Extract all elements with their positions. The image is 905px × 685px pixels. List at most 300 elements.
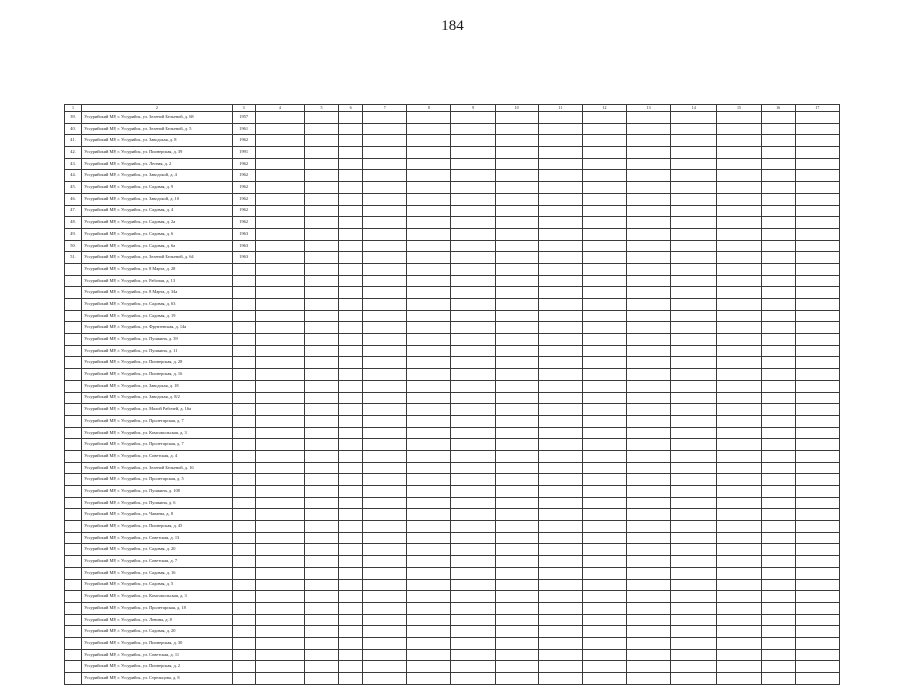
wall-material-cell <box>255 193 304 205</box>
address-cell: Уссурийский МР, г. Уссурийск, ул. Заводской, д. 10 <box>82 193 233 205</box>
period-cell-13 <box>627 486 671 498</box>
period-cell-17 <box>795 649 839 661</box>
row-number-cell <box>65 474 82 486</box>
row-number-cell: 45. <box>65 182 82 194</box>
period-cell-14 <box>671 415 717 427</box>
wall-material-cell <box>255 228 304 240</box>
period-cell-10 <box>495 404 538 416</box>
period-cell-15 <box>717 275 761 287</box>
period-cell-17 <box>795 450 839 462</box>
period-cell-7 <box>363 649 407 661</box>
wall-material-cell <box>255 345 304 357</box>
index-cell <box>339 521 363 533</box>
row-number-cell: 43. <box>65 158 82 170</box>
period-cell-15 <box>717 334 761 346</box>
period-cell-16 <box>761 228 795 240</box>
index-cell <box>339 205 363 217</box>
period-cell-9 <box>451 439 495 451</box>
period-cell-11 <box>538 614 582 626</box>
period-cell-15 <box>717 170 761 182</box>
table-row <box>65 439 840 451</box>
wall-material-cell <box>255 404 304 416</box>
period-cell-15 <box>717 404 761 416</box>
build-year-cell <box>232 509 255 521</box>
period-cell-15 <box>717 567 761 579</box>
table-row <box>65 135 840 147</box>
period-cell-14 <box>671 579 717 591</box>
area-cell <box>304 404 338 416</box>
address-cell: Уссурийский МР, г. Уссурийск, ул. Пушкина, д. 108 <box>82 486 233 498</box>
period-cell-15 <box>717 544 761 556</box>
period-cell-10 <box>495 637 538 649</box>
period-cell-8 <box>407 334 451 346</box>
area-cell <box>304 357 338 369</box>
period-cell-7 <box>363 310 407 322</box>
address-cell: Уссурийский МР, г. Уссурийск, ул. Чапаева, д. 8 <box>82 509 233 521</box>
index-cell <box>339 649 363 661</box>
table-row <box>65 263 840 275</box>
column-header-11: 11 <box>538 105 582 112</box>
period-cell-11 <box>538 439 582 451</box>
period-cell-7 <box>363 626 407 638</box>
period-cell-8 <box>407 509 451 521</box>
period-cell-7 <box>363 357 407 369</box>
period-cell-8 <box>407 158 451 170</box>
period-cell-9 <box>451 486 495 498</box>
period-cell-12 <box>582 567 626 579</box>
index-cell <box>339 579 363 591</box>
index-cell <box>339 310 363 322</box>
period-cell-12 <box>582 602 626 614</box>
period-cell-15 <box>717 252 761 264</box>
period-cell-11 <box>538 532 582 544</box>
index-cell <box>339 252 363 264</box>
index-cell <box>339 602 363 614</box>
period-cell-16 <box>761 579 795 591</box>
period-cell-15 <box>717 579 761 591</box>
period-cell-10 <box>495 591 538 603</box>
index-cell <box>339 544 363 556</box>
period-cell-9 <box>451 287 495 299</box>
period-cell-12 <box>582 474 626 486</box>
row-number-cell: 48. <box>65 217 82 229</box>
period-cell-17 <box>795 614 839 626</box>
period-cell-8 <box>407 673 451 685</box>
row-number-cell: 44. <box>65 170 82 182</box>
wall-material-cell <box>255 275 304 287</box>
index-cell <box>339 345 363 357</box>
period-cell-16 <box>761 299 795 311</box>
address-cell: Уссурийский МР, г. Уссурийск, ул. Пионерская, д. 30 <box>82 637 233 649</box>
period-cell-9 <box>451 661 495 673</box>
period-cell-13 <box>627 556 671 568</box>
row-number-cell <box>65 450 82 462</box>
table-row <box>65 556 840 568</box>
period-cell-8 <box>407 474 451 486</box>
period-cell-12 <box>582 357 626 369</box>
row-number-cell <box>65 673 82 685</box>
period-cell-14 <box>671 404 717 416</box>
area-cell <box>304 415 338 427</box>
period-cell-8 <box>407 497 451 509</box>
period-cell-8 <box>407 404 451 416</box>
row-number-cell <box>65 299 82 311</box>
table-row <box>65 474 840 486</box>
index-cell <box>339 392 363 404</box>
period-cell-13 <box>627 182 671 194</box>
period-cell-12 <box>582 497 626 509</box>
row-number-cell <box>65 649 82 661</box>
period-cell-7 <box>363 404 407 416</box>
column-header-13: 13 <box>627 105 671 112</box>
area-cell <box>304 299 338 311</box>
build-year-cell <box>232 310 255 322</box>
row-number-cell <box>65 334 82 346</box>
period-cell-10 <box>495 147 538 159</box>
period-cell-13 <box>627 369 671 381</box>
build-year-cell <box>232 450 255 462</box>
build-year-cell <box>232 614 255 626</box>
period-cell-12 <box>582 217 626 229</box>
area-cell <box>304 497 338 509</box>
area-cell <box>304 661 338 673</box>
area-cell <box>304 427 338 439</box>
period-cell-15 <box>717 661 761 673</box>
period-cell-14 <box>671 158 717 170</box>
table-row <box>65 228 840 240</box>
period-cell-8 <box>407 427 451 439</box>
period-cell-8 <box>407 591 451 603</box>
wall-material-cell <box>255 252 304 264</box>
build-year-cell <box>232 357 255 369</box>
period-cell-14 <box>671 532 717 544</box>
period-cell-14 <box>671 334 717 346</box>
column-number-row <box>65 105 840 112</box>
period-cell-13 <box>627 299 671 311</box>
index-cell <box>339 591 363 603</box>
period-cell-15 <box>717 521 761 533</box>
period-cell-12 <box>582 661 626 673</box>
period-cell-9 <box>451 404 495 416</box>
table-row <box>65 649 840 661</box>
table-row <box>65 310 840 322</box>
period-cell-16 <box>761 439 795 451</box>
period-cell-13 <box>627 626 671 638</box>
period-cell-12 <box>582 322 626 334</box>
period-cell-9 <box>451 649 495 661</box>
area-cell <box>304 544 338 556</box>
period-cell-12 <box>582 205 626 217</box>
period-cell-17 <box>795 147 839 159</box>
period-cell-12 <box>582 462 626 474</box>
period-cell-7 <box>363 486 407 498</box>
period-cell-16 <box>761 252 795 264</box>
period-cell-14 <box>671 287 717 299</box>
wall-material-cell <box>255 380 304 392</box>
row-number-cell <box>65 275 82 287</box>
period-cell-17 <box>795 509 839 521</box>
period-cell-7 <box>363 450 407 462</box>
period-cell-13 <box>627 158 671 170</box>
table-row <box>65 661 840 673</box>
index-cell <box>339 427 363 439</box>
wall-material-cell <box>255 369 304 381</box>
period-cell-7 <box>363 556 407 568</box>
period-cell-15 <box>717 228 761 240</box>
period-cell-8 <box>407 310 451 322</box>
index-cell <box>339 380 363 392</box>
table-row <box>65 544 840 556</box>
wall-material-cell <box>255 661 304 673</box>
period-cell-11 <box>538 112 582 124</box>
period-cell-16 <box>761 182 795 194</box>
period-cell-8 <box>407 170 451 182</box>
period-cell-7 <box>363 369 407 381</box>
table-row <box>65 158 840 170</box>
column-header-6: 6 <box>339 105 363 112</box>
area-cell <box>304 591 338 603</box>
period-cell-7 <box>363 673 407 685</box>
area-cell <box>304 369 338 381</box>
period-cell-14 <box>671 661 717 673</box>
table-body <box>65 105 840 685</box>
period-cell-8 <box>407 486 451 498</box>
period-cell-17 <box>795 626 839 638</box>
wall-material-cell <box>255 591 304 603</box>
period-cell-13 <box>627 112 671 124</box>
index-cell <box>339 334 363 346</box>
period-cell-13 <box>627 673 671 685</box>
area-cell <box>304 182 338 194</box>
period-cell-17 <box>795 602 839 614</box>
period-cell-8 <box>407 521 451 533</box>
period-cell-11 <box>538 287 582 299</box>
table-row <box>65 345 840 357</box>
period-cell-9 <box>451 158 495 170</box>
period-cell-8 <box>407 369 451 381</box>
address-cell: Уссурийский МР, г. Уссурийск, ул. Зеленой Бельевой, д. 64 <box>82 252 233 264</box>
period-cell-11 <box>538 567 582 579</box>
period-cell-15 <box>717 217 761 229</box>
column-header-1: 1 <box>65 105 82 112</box>
period-cell-7 <box>363 532 407 544</box>
address-cell: Уссурийский МР, г. Уссурийск, ул. Советская, д. 11 <box>82 649 233 661</box>
address-cell: Уссурийский МР, г. Уссурийск, ул. Фрунзенская, д. 14а <box>82 322 233 334</box>
period-cell-11 <box>538 193 582 205</box>
address-cell: Уссурийский МР, г. Уссурийск, ул. Зеленой Бельевой, д. 16 <box>82 462 233 474</box>
period-cell-7 <box>363 147 407 159</box>
build-year-cell: 1962 <box>232 205 255 217</box>
period-cell-8 <box>407 112 451 124</box>
build-year-cell <box>232 415 255 427</box>
period-cell-7 <box>363 263 407 275</box>
table-row <box>65 299 840 311</box>
period-cell-11 <box>538 240 582 252</box>
period-cell-8 <box>407 123 451 135</box>
period-cell-14 <box>671 345 717 357</box>
period-cell-16 <box>761 263 795 275</box>
area-cell <box>304 439 338 451</box>
period-cell-14 <box>671 649 717 661</box>
wall-material-cell <box>255 310 304 322</box>
period-cell-10 <box>495 228 538 240</box>
period-cell-17 <box>795 556 839 568</box>
area-cell <box>304 579 338 591</box>
period-cell-11 <box>538 544 582 556</box>
period-cell-8 <box>407 602 451 614</box>
period-cell-16 <box>761 626 795 638</box>
period-cell-8 <box>407 544 451 556</box>
address-cell: Уссурийский МР, г. Уссурийск, ул. Пионерская, д. 28 <box>82 357 233 369</box>
period-cell-8 <box>407 205 451 217</box>
period-cell-14 <box>671 228 717 240</box>
period-cell-10 <box>495 661 538 673</box>
row-number-cell <box>65 556 82 568</box>
build-year-cell <box>232 369 255 381</box>
period-cell-16 <box>761 661 795 673</box>
period-cell-8 <box>407 299 451 311</box>
column-header-3: 3 <box>232 105 255 112</box>
period-cell-13 <box>627 567 671 579</box>
period-cell-8 <box>407 193 451 205</box>
period-cell-14 <box>671 567 717 579</box>
address-cell: Уссурийский МР, г. Уссурийск, ул. Заводская, д. 8/2 <box>82 392 233 404</box>
row-number-cell: 46. <box>65 193 82 205</box>
period-cell-10 <box>495 673 538 685</box>
table-row <box>65 602 840 614</box>
period-cell-10 <box>495 579 538 591</box>
table-row <box>65 275 840 287</box>
period-cell-10 <box>495 486 538 498</box>
build-year-cell: 1962 <box>232 158 255 170</box>
period-cell-15 <box>717 299 761 311</box>
build-year-cell <box>232 334 255 346</box>
wall-material-cell <box>255 170 304 182</box>
table-row <box>65 614 840 626</box>
period-cell-11 <box>538 415 582 427</box>
period-cell-8 <box>407 217 451 229</box>
period-cell-11 <box>538 637 582 649</box>
period-cell-9 <box>451 579 495 591</box>
period-cell-11 <box>538 170 582 182</box>
address-cell: Уссурийский МР, г. Уссурийск, ул. Стрельцова, д. 8 <box>82 673 233 685</box>
wall-material-cell <box>255 649 304 661</box>
period-cell-9 <box>451 450 495 462</box>
period-cell-11 <box>538 228 582 240</box>
period-cell-11 <box>538 486 582 498</box>
period-cell-9 <box>451 322 495 334</box>
column-header-14: 14 <box>671 105 717 112</box>
period-cell-16 <box>761 345 795 357</box>
period-cell-17 <box>795 252 839 264</box>
column-header-8: 8 <box>407 105 451 112</box>
row-number-cell <box>65 579 82 591</box>
period-cell-12 <box>582 591 626 603</box>
period-cell-14 <box>671 299 717 311</box>
index-cell <box>339 509 363 521</box>
period-cell-7 <box>363 521 407 533</box>
table-row <box>65 532 840 544</box>
period-cell-7 <box>363 591 407 603</box>
period-cell-10 <box>495 392 538 404</box>
index-cell <box>339 614 363 626</box>
period-cell-8 <box>407 556 451 568</box>
period-cell-16 <box>761 649 795 661</box>
build-year-cell <box>232 404 255 416</box>
area-cell <box>304 240 338 252</box>
period-cell-17 <box>795 310 839 322</box>
index-cell <box>339 135 363 147</box>
period-cell-9 <box>451 521 495 533</box>
period-cell-13 <box>627 415 671 427</box>
period-cell-10 <box>495 427 538 439</box>
period-cell-15 <box>717 673 761 685</box>
row-number-cell: 47. <box>65 205 82 217</box>
period-cell-12 <box>582 509 626 521</box>
period-cell-7 <box>363 637 407 649</box>
period-cell-16 <box>761 322 795 334</box>
period-cell-16 <box>761 404 795 416</box>
period-cell-16 <box>761 556 795 568</box>
period-cell-10 <box>495 135 538 147</box>
period-cell-15 <box>717 392 761 404</box>
table-row <box>65 334 840 346</box>
index-cell <box>339 123 363 135</box>
column-header-16: 16 <box>761 105 795 112</box>
period-cell-11 <box>538 252 582 264</box>
period-cell-14 <box>671 369 717 381</box>
period-cell-14 <box>671 123 717 135</box>
area-cell <box>304 228 338 240</box>
period-cell-9 <box>451 392 495 404</box>
period-cell-17 <box>795 322 839 334</box>
period-cell-9 <box>451 193 495 205</box>
period-cell-11 <box>538 147 582 159</box>
period-cell-12 <box>582 649 626 661</box>
wall-material-cell <box>255 579 304 591</box>
period-cell-13 <box>627 240 671 252</box>
period-cell-17 <box>795 170 839 182</box>
address-cell: Уссурийский МР, г. Уссурийск, ул. Ленина, д. 8 <box>82 614 233 626</box>
period-cell-10 <box>495 182 538 194</box>
build-year-cell <box>232 532 255 544</box>
build-year-cell <box>232 380 255 392</box>
table-row <box>65 404 840 416</box>
period-cell-16 <box>761 240 795 252</box>
period-cell-15 <box>717 509 761 521</box>
index-cell <box>339 532 363 544</box>
index-cell <box>339 263 363 275</box>
address-cell: Уссурийский МР, г. Уссурийск, ул. Пролетарская, д. 5 <box>82 474 233 486</box>
area-cell <box>304 147 338 159</box>
table-row <box>65 217 840 229</box>
period-cell-11 <box>538 556 582 568</box>
period-cell-16 <box>761 462 795 474</box>
period-cell-17 <box>795 380 839 392</box>
build-year-cell <box>232 263 255 275</box>
index-cell <box>339 240 363 252</box>
wall-material-cell <box>255 217 304 229</box>
period-cell-10 <box>495 462 538 474</box>
period-cell-17 <box>795 135 839 147</box>
period-cell-14 <box>671 205 717 217</box>
period-cell-9 <box>451 357 495 369</box>
period-cell-7 <box>363 275 407 287</box>
period-cell-11 <box>538 123 582 135</box>
period-cell-14 <box>671 602 717 614</box>
table-row <box>65 637 840 649</box>
table-row <box>65 579 840 591</box>
